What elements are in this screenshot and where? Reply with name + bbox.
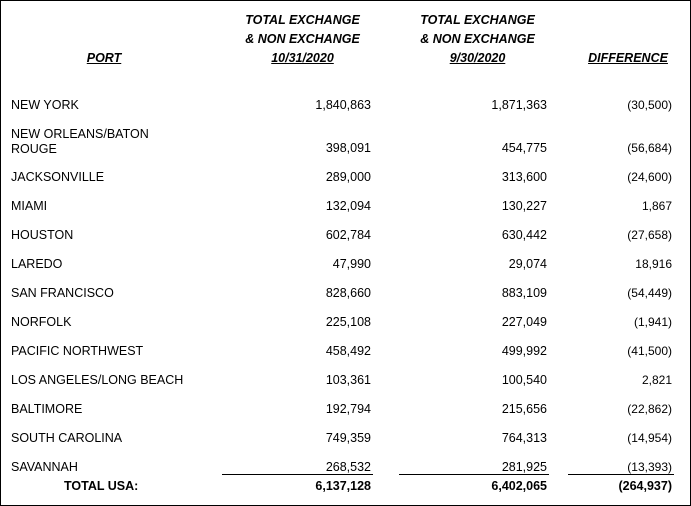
table-row: [0, 431, 691, 450]
value-difference: (14,954): [627, 431, 672, 445]
value-oct: 289,000: [325, 170, 371, 184]
port-name: NEW YORK: [11, 98, 79, 112]
header-col2-date: 9/30/2020: [449, 51, 506, 65]
value-sep: 630,442: [501, 228, 547, 242]
port-name: SAVANNAH: [11, 460, 78, 474]
header-col1-date: 10/31/2020: [271, 51, 334, 65]
value-oct: 1,840,863: [315, 98, 371, 112]
value-sep: 130,227: [501, 199, 547, 213]
port-name: SOUTH CAROLINA: [11, 431, 123, 445]
total-oct: 6,137,128: [315, 479, 371, 493]
header-col2-line1: TOTAL EXCHANGE: [420, 13, 535, 27]
port-name: PACIFIC NORTHWEST: [11, 344, 144, 358]
table-row: [0, 199, 691, 218]
value-sep: 883,109: [501, 286, 547, 300]
port-name: SAN FRANCISCO: [11, 286, 114, 300]
value-oct: 132,094: [325, 199, 371, 213]
value-sep: 29,074: [508, 257, 547, 271]
table-row: [0, 402, 691, 421]
header-col2: [405, 11, 550, 68]
header-col1: [230, 11, 375, 68]
value-oct: 268,532: [325, 460, 371, 474]
total-separator-difference: [568, 474, 674, 475]
port-name: JACKSONVILLE: [11, 170, 105, 184]
table-row: [0, 228, 691, 247]
table-row: [0, 315, 691, 334]
table-row: [0, 460, 691, 479]
value-sep: 100,540: [501, 373, 547, 387]
table-row: [0, 286, 691, 305]
value-difference: (22,862): [627, 402, 672, 416]
value-sep: 215,656: [501, 402, 547, 416]
value-difference: (54,449): [627, 286, 672, 300]
value-difference: 1,867: [641, 199, 672, 213]
header-col2-line2: & NON EXCHANGE: [420, 32, 535, 46]
value-difference: (56,684): [627, 141, 672, 155]
port-name: HOUSTON: [11, 228, 74, 242]
total-sep: 6,402,065: [491, 479, 547, 493]
value-oct: 458,492: [325, 344, 371, 358]
port-name: LOS ANGELES/LONG BEACH: [11, 373, 184, 387]
value-oct: 398,091: [325, 141, 371, 155]
table-row: [0, 98, 691, 117]
value-sep: 764,313: [501, 431, 547, 445]
header-port: PORT: [86, 51, 122, 65]
table-row: [0, 170, 691, 189]
total-difference: (264,937): [618, 479, 672, 493]
value-oct: 103,361: [325, 373, 371, 387]
table-row: [0, 127, 691, 156]
header-col1-line2: & NON EXCHANGE: [245, 32, 360, 46]
value-sep: 499,992: [501, 344, 547, 358]
total-label: TOTAL USA:: [64, 479, 139, 493]
port-name: LAREDO: [11, 257, 63, 271]
table-row: [0, 373, 691, 392]
value-difference: 2,821: [641, 373, 672, 387]
value-sep: 1,871,363: [491, 98, 547, 112]
port-name: MIAMI: [11, 199, 48, 213]
port-name: NEW ORLEANS/BATON ROUGE: [11, 127, 149, 156]
value-difference: (1,941): [633, 315, 672, 329]
value-sep: 227,049: [501, 315, 547, 329]
total-separator-col2: [399, 474, 549, 475]
value-oct: 47,990: [332, 257, 371, 271]
value-oct: 749,359: [325, 431, 371, 445]
value-oct: 225,108: [325, 315, 371, 329]
port-name: NORFOLK: [11, 315, 72, 329]
value-difference: (27,658): [627, 228, 672, 242]
header-col1-line1: TOTAL EXCHANGE: [245, 13, 360, 27]
value-sep: 281,925: [501, 460, 547, 474]
table-row: [0, 344, 691, 363]
value-oct: 602,784: [325, 228, 371, 242]
value-oct: 192,794: [325, 402, 371, 416]
value-difference: 18,916: [635, 257, 672, 271]
header-difference: DIFFERENCE: [588, 51, 668, 65]
value-oct: 828,660: [325, 286, 371, 300]
value-difference: (41,500): [627, 344, 672, 358]
value-sep: 454,775: [501, 141, 547, 155]
value-difference: (30,500): [627, 98, 672, 112]
value-sep: 313,600: [501, 170, 547, 184]
value-difference: (24,600): [627, 170, 672, 184]
total-row: [0, 479, 691, 498]
table-row: [0, 257, 691, 276]
value-difference: (13,393): [627, 460, 672, 474]
port-name: BALTIMORE: [11, 402, 83, 416]
total-separator-col1: [222, 474, 373, 475]
